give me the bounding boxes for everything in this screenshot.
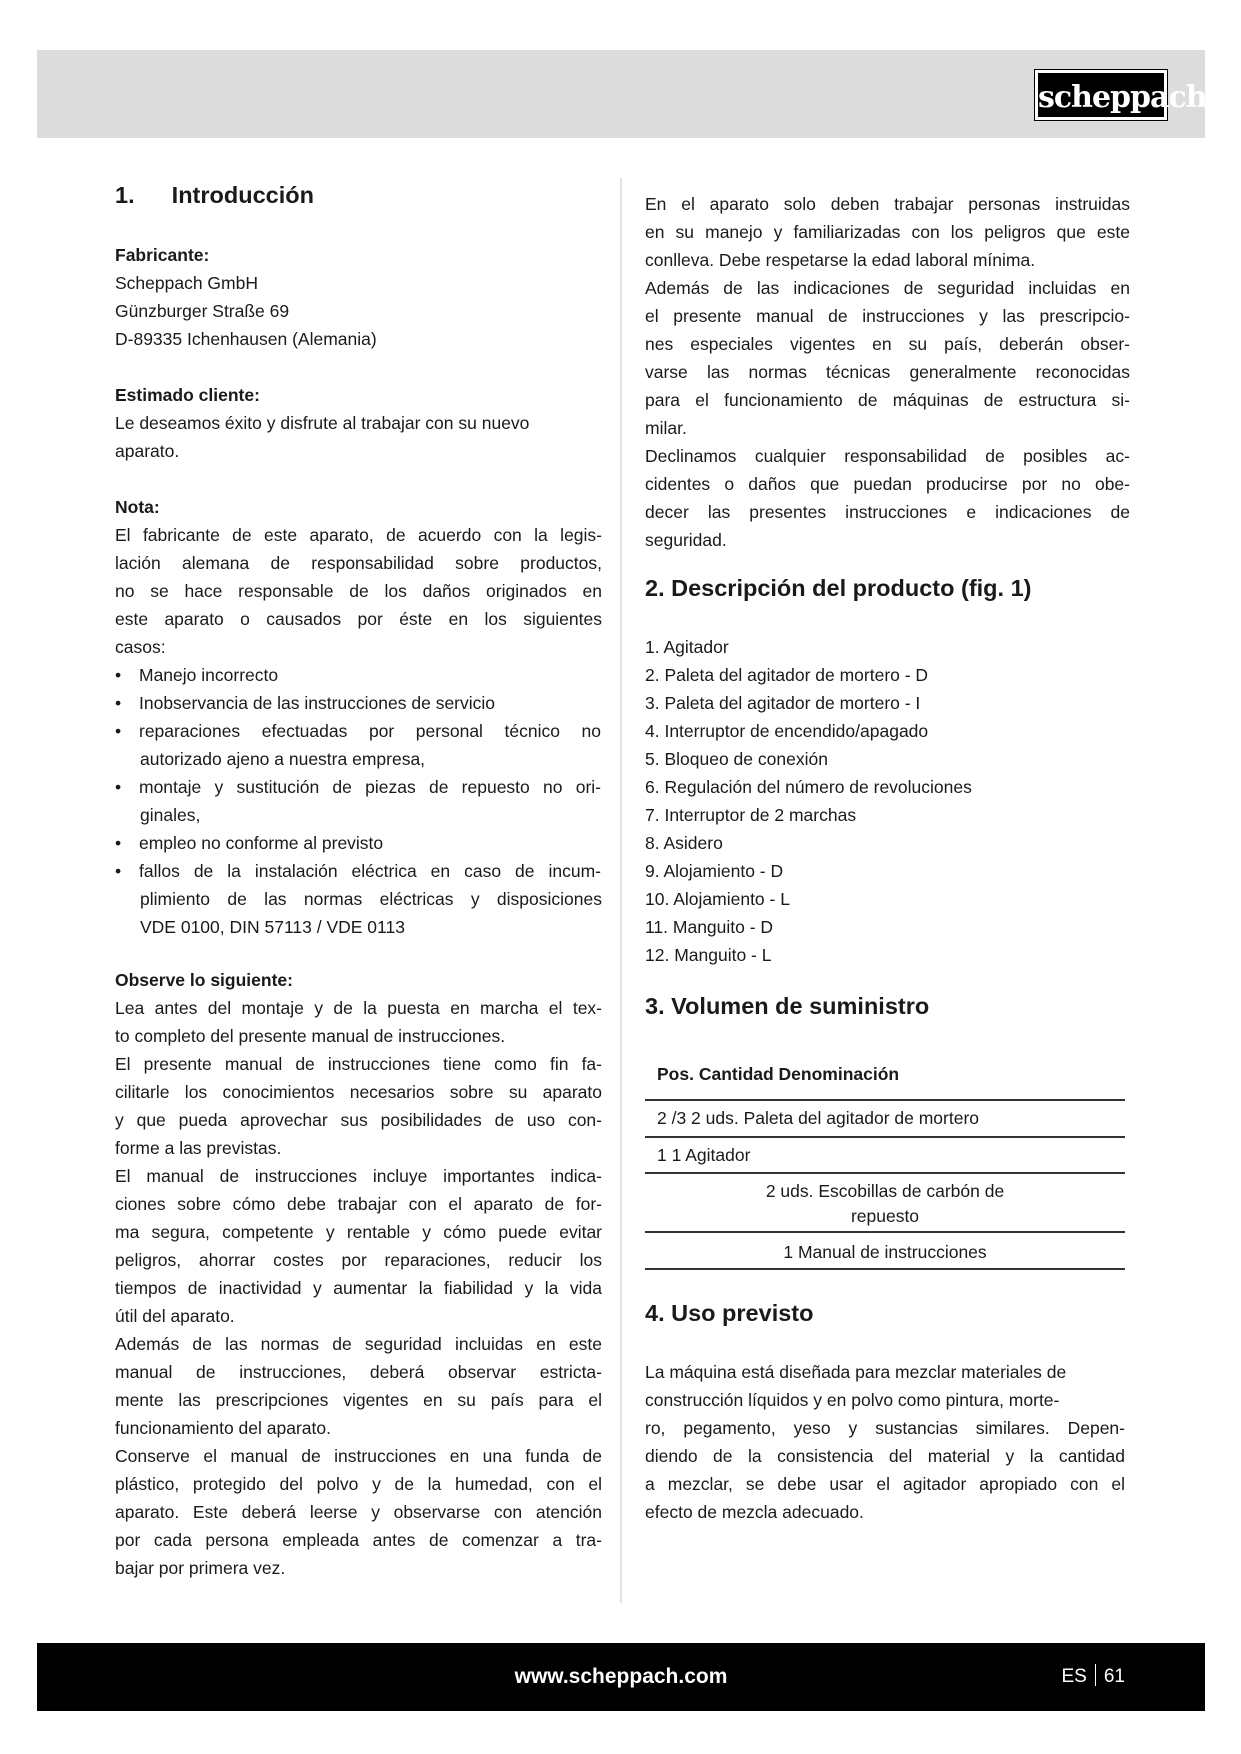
manufacturer-line: Scheppach GmbH (115, 273, 258, 293)
bullet-item-line: fallos de la instalación eléctrica en caso de incum- (139, 861, 601, 881)
section-3-heading: 3. Volumen de suministro (645, 993, 930, 1019)
table-rule (645, 1231, 1125, 1233)
use-line: efecto de mezcla adecuado. (645, 1502, 864, 1522)
note-line: casos: (115, 637, 166, 657)
use-line: ro, pegamento, yeso y sustancias similares. Depen- (645, 1418, 1125, 1438)
note-line: lación alemana de responsabilidad sobre productos, (115, 553, 602, 573)
footer-bar (37, 1643, 1205, 1711)
use-line: diendo de la consistencia del material y la cantidad (645, 1446, 1125, 1466)
observe-line: útil del aparato. (115, 1306, 235, 1326)
observe-line: cilitarle los conocimientos necesarios sobre su aparato (115, 1082, 602, 1102)
table-cell-text: 1 1 Agitador (657, 1145, 751, 1165)
note-line: no se hace responsable de los daños originados en (115, 581, 602, 601)
bullet-item-line: empleo no conforme al previsto (139, 833, 384, 853)
table-rule (645, 1136, 1125, 1138)
table-rule (645, 1099, 1125, 1101)
dear-customer-line: Le deseamos éxito y disfrute al trabajar con su nuevo (115, 413, 530, 433)
table-cell-text: 1 Manual de instrucciones (783, 1242, 987, 1262)
use-line: La máquina está diseñada para mezclar materiales de (645, 1362, 1067, 1382)
dear-customer-label: Estimado cliente: (115, 385, 260, 405)
bullet-marker: • (115, 693, 122, 713)
observe-line: Lea antes del montaje y de la puesta en marcha el tex- (115, 998, 602, 1018)
table-cell-text: 2 uds. Escobillas de carbón de (765, 1181, 1005, 1201)
intro-line: En el aparato solo deben trabajar personas instruidas (645, 194, 1130, 214)
observe-line: y que pueda aprovechar sus posibilidades de uso con- (115, 1110, 602, 1130)
bullet-marker: • (115, 665, 122, 685)
footer-language: ES (1061, 1666, 1087, 1687)
part-item: 6. Regulación del número de revoluciones (645, 777, 972, 797)
intro-line: decer las presentes instrucciones e indicaciones de (645, 502, 1130, 522)
observe-label: Observe lo siguiente: (115, 970, 293, 990)
bullet-item-line: Manejo incorrecto (139, 665, 279, 685)
manufacturer-line: Günzburger Straße 69 (115, 301, 290, 321)
delivery-table-header: Pos. Cantidad Denominación (657, 1064, 900, 1084)
bullet-item-line: montaje y sustitución de piezas de repuesto no ori- (139, 777, 601, 797)
table-cell-text: 2 /3 2 uds. Paleta del agitador de mortero (657, 1108, 980, 1128)
bullet-marker: • (115, 833, 122, 853)
observe-line: peligros, ahorrar costes por reparaciones, reducir los (115, 1250, 602, 1270)
part-item: 1. Agitador (645, 637, 729, 657)
observe-line: tiempos de inactividad y aumentar la fiabilidad y la vida (115, 1278, 602, 1298)
footer-page-indicator (1062, 1643, 1126, 1711)
column-divider (620, 178, 622, 1603)
table-cell-text: repuesto (850, 1206, 920, 1226)
bullet-item-line: Inobservancia de las instrucciones de servicio (139, 693, 496, 713)
part-item: 4. Interruptor de encendido/apagado (645, 721, 929, 741)
section-1-heading (115, 180, 314, 210)
use-line: a mezclar, se debe usar el agitador apropiado con el (645, 1474, 1125, 1494)
bullet-item-line: autorizado ajeno a nuestra empresa, (140, 749, 426, 769)
intro-line: Declinamos cualquier responsabilidad de posibles ac- (645, 446, 1130, 466)
bullet-item-line: ginales, (140, 805, 201, 825)
observe-line: ciones sobre cómo debe trabajar con el aparato de for- (115, 1194, 602, 1214)
intro-line: varse las normas técnicas generalmente reconocidas (645, 362, 1130, 382)
part-item: 8. Asidero (645, 833, 723, 853)
part-item: 7. Interruptor de 2 marchas (645, 805, 857, 825)
intro-line: Además de las indicaciones de seguridad incluidas en (645, 278, 1130, 298)
part-item: 11. Manguito - D (645, 917, 774, 937)
observe-line: Además de las normas de seguridad incluidas en este (115, 1334, 602, 1354)
observe-line: forme a las previstas. (115, 1138, 282, 1158)
part-item: 10. Alojamiento - L (645, 889, 790, 909)
observe-line: to completo del presente manual de instrucciones. (115, 1026, 506, 1046)
intro-line: seguridad. (645, 530, 727, 550)
bullet-marker: • (115, 721, 122, 741)
observe-line: Conserve el manual de instrucciones en una funda de (115, 1446, 602, 1466)
section-1-title: Introducción (171, 182, 314, 208)
manufacturer-label: Fabricante: (115, 245, 210, 265)
intro-line: para el funcionamiento de máquinas de estructura si- (645, 390, 1130, 410)
observe-line: El manual de instrucciones incluye importantes indica- (115, 1166, 602, 1186)
observe-line: aparato. Este deberá leerse y observarse con atención (115, 1502, 602, 1522)
intro-line: nes especiales vigentes en su país, deberán obser- (645, 334, 1130, 354)
observe-line: plástico, protegido del polvo y de la humedad, con el (115, 1474, 602, 1494)
observe-line: por cada persona empleada antes de comenzar a tra- (115, 1530, 602, 1550)
observe-line: bajar por primera vez. (115, 1558, 286, 1578)
part-item: 3. Paleta del agitador de mortero - I (645, 693, 921, 713)
intro-line: el presente manual de instrucciones y las prescripcio- (645, 306, 1130, 326)
header-band (37, 50, 1205, 138)
table-rule (645, 1172, 1125, 1174)
section-4-heading: 4. Uso previsto (645, 1300, 814, 1326)
intro-line: cidentes o daños que puedan producirse por no obe- (645, 474, 1130, 494)
part-item: 9. Alojamiento - D (645, 861, 784, 881)
bullet-item-line: plimiento de las normas eléctricas y disposiciones (140, 889, 602, 909)
manufacturer-line: D-89335 Ichenhausen (Alemania) (115, 329, 377, 349)
bullet-marker: • (115, 861, 122, 881)
bullet-item-line: VDE 0100, DIN 57113 / VDE 0113 (140, 917, 405, 937)
dear-customer-line: aparato. (115, 441, 180, 461)
use-line: construcción líquidos y en polvo como pintura, morte- (645, 1390, 1060, 1410)
section-2-heading: 2. Descripción del producto (fig. 1) (645, 575, 1032, 601)
note-label: Nota: (115, 497, 160, 517)
table-rule (645, 1268, 1125, 1270)
bullet-marker: • (115, 777, 122, 797)
observe-line: mente las prescripciones vigentes en su país para el (115, 1390, 602, 1410)
intro-line: en su manejo y familiarizadas con los peligros que este (645, 222, 1130, 242)
intro-line: conlleva. Debe respetarse la edad laboral mínima. (645, 250, 1036, 270)
footer-page-number: 61 (1103, 1666, 1125, 1687)
part-item: 5. Bloqueo de conexión (645, 749, 828, 769)
footer-separator (1095, 1664, 1096, 1686)
note-line: El fabricante de este aparato, de acuerdo con la legis- (115, 525, 602, 545)
section-1-number: 1. (115, 182, 135, 208)
observe-line: manual de instrucciones, deberá observar estricta- (115, 1362, 602, 1382)
note-line: este aparato o causados por éste en los siguientes (115, 609, 602, 629)
scheppach-logo: scheppach (1035, 70, 1167, 120)
observe-line: ma segura, competente y rentable y cómo puede evitar (115, 1222, 602, 1242)
part-item: 12. Manguito - L (645, 945, 772, 965)
intro-line: milar. (645, 418, 687, 438)
observe-line: El presente manual de instrucciones tiene como fin fa- (115, 1054, 602, 1074)
bullet-item-line: reparaciones efectuadas por personal técnico no (139, 721, 601, 741)
part-item: 2. Paleta del agitador de mortero - D (645, 665, 929, 685)
footer-website-link[interactable]: www.scheppach.com (514, 1665, 728, 1688)
observe-line: funcionamiento del aparato. (115, 1418, 331, 1438)
